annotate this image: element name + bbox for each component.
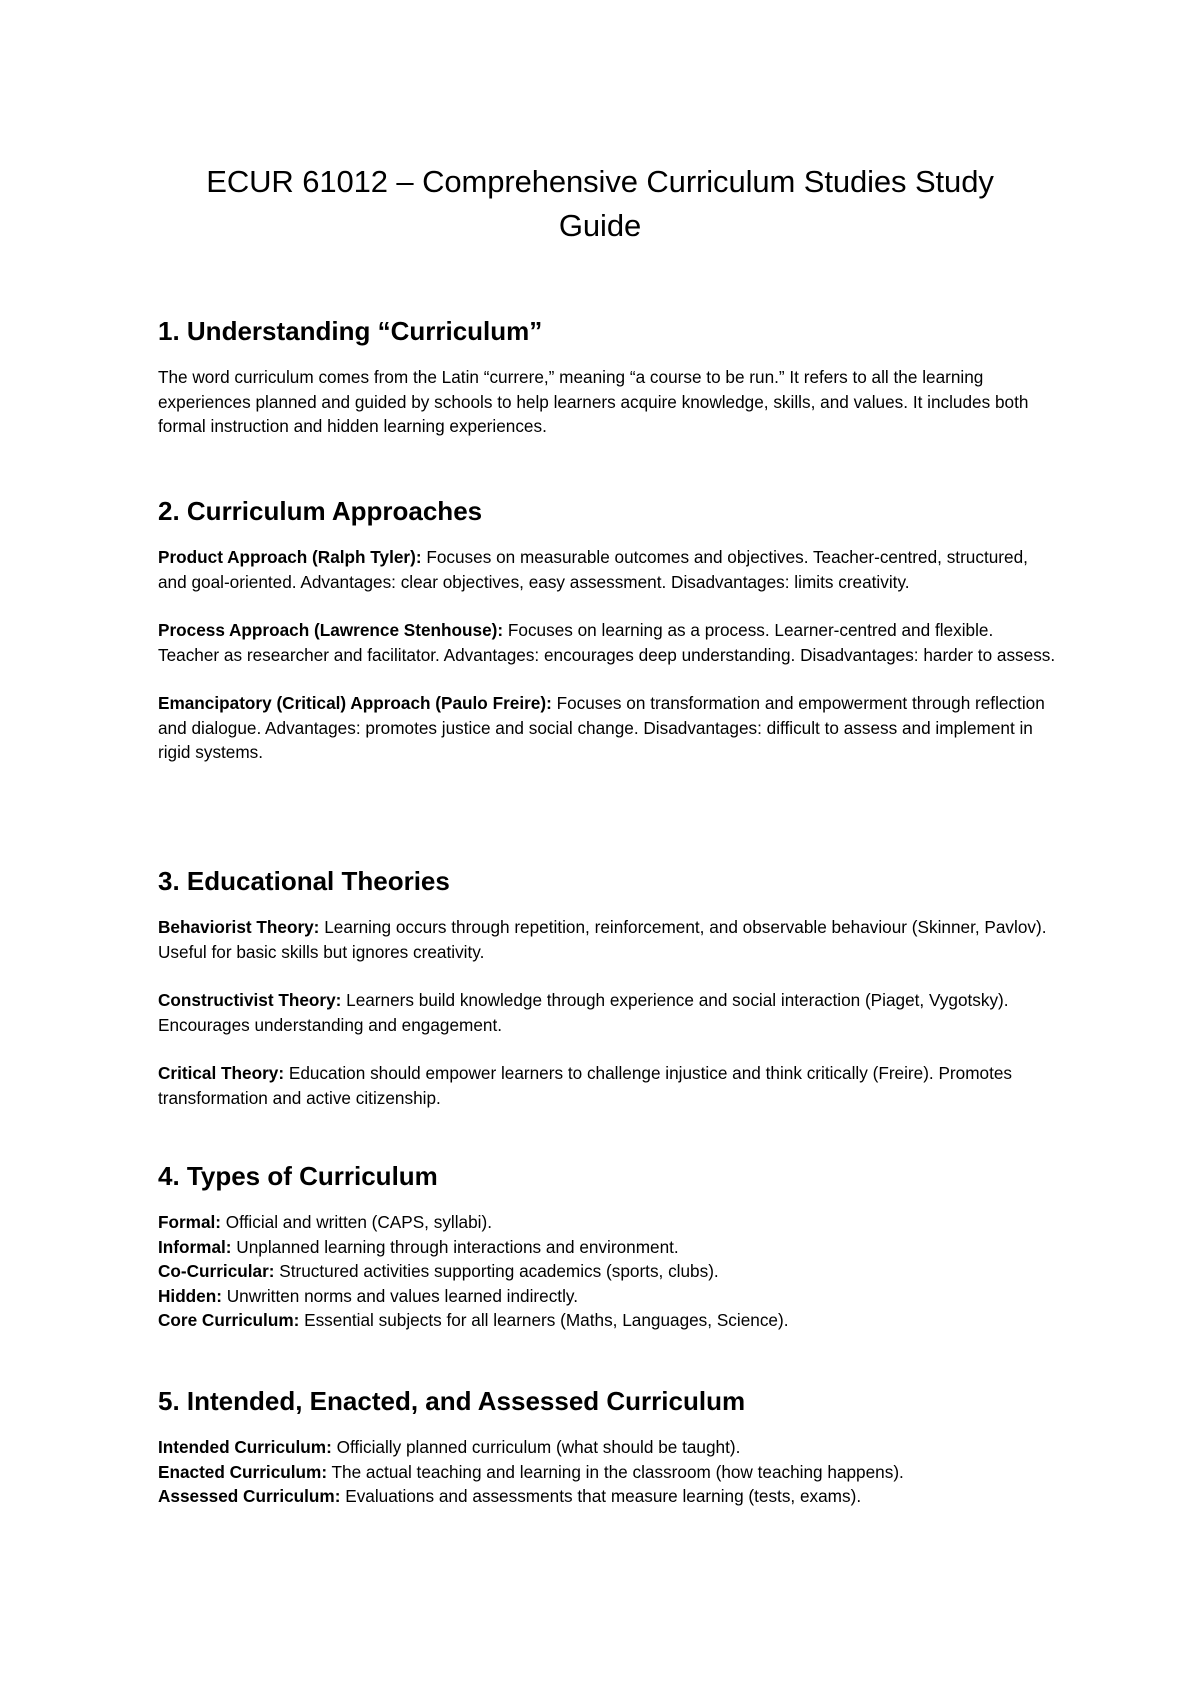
list-item: Core Curriculum: Essential subjects for all learners (Maths, Languages, Science). bbox=[158, 1310, 789, 1330]
section-heading: 1. Understanding “Curriculum” bbox=[158, 316, 543, 346]
document-page bbox=[158, 160, 1058, 1506]
process-approach-paragraph: Process Approach (Lawrence Stenhouse): Focuses on learning as a process. Learner-centred and flexible. Teacher as researcher and facilitator. Advantages: encourages deep understanding. Disadvantages: harder to assess. bbox=[158, 620, 1056, 665]
list-item: Formal: Official and written (CAPS, syllabi). bbox=[158, 1212, 492, 1232]
list-item: Informal: Unplanned learning through interactions and environment. bbox=[158, 1236, 679, 1257]
section-heading: 4. Types of Curriculum bbox=[158, 1161, 438, 1191]
list-item: Enacted Curriculum: The actual teaching and learning in the classroom (how teaching happens). bbox=[158, 1461, 904, 1482]
section-paragraph: The word curriculum comes from the Latin “currere,” meaning “a course to be run.” It refers to all the learning experiences planned and guided by schools to help learners acquire knowledge, skills, and values. It includes both formal instruction and hidden learning experiences. bbox=[158, 367, 1029, 436]
behaviorist-theory-paragraph: Behaviorist Theory: Learning occurs through repetition, reinforcement, and observable behaviour (Skinner, Pavlov). Useful for basic skills but ignores creativity. bbox=[158, 917, 1047, 962]
constructivist-theory-paragraph: Constructivist Theory: Learners build knowledge through experience and social interaction (Piaget, Vygotsky). Encourages understanding and engagement. bbox=[158, 990, 1009, 1035]
title-line-2: Guide bbox=[558, 208, 642, 243]
critical-theory-paragraph: Critical Theory: Education should empower learners to challenge injustice and think critically (Freire). Promotes transformation and active citizenship. bbox=[158, 1063, 1013, 1108]
section-curriculum-approaches bbox=[158, 495, 1058, 765]
emancipatory-approach-paragraph: Emancipatory (Critical) Approach (Paulo Freire): Focuses on transformation and empowerment through reflection and dialogue. Advantages: promotes justice and social change. Disadvantages: difficult to assess and implement in rigid systems. bbox=[158, 693, 1045, 762]
section-understanding-curriculum bbox=[158, 315, 1058, 439]
section-intended-enacted-assessed bbox=[158, 1385, 904, 1509]
list-item: Hidden: Unwritten norms and values learned indirectly. bbox=[158, 1285, 578, 1306]
section-heading: 5. Intended, Enacted, and Assessed Curriculum bbox=[158, 1386, 746, 1416]
section-heading: 2. Curriculum Approaches bbox=[158, 496, 483, 526]
list-item: Intended Curriculum: Officially planned curriculum (what should be taught). bbox=[158, 1437, 741, 1457]
product-approach-paragraph: Product Approach (Ralph Tyler): Focuses on measurable outcomes and objectives. Teacher-centred, structured, and goal-oriented. Advantages: clear objectives, easy assessment. Disadvantages: limits creativity. bbox=[158, 547, 1028, 592]
document-title bbox=[158, 160, 1042, 248]
section-types-of-curriculum bbox=[158, 1160, 788, 1333]
list-item: Co-Curricular: Structured activities supporting academics (sports, clubs). bbox=[158, 1261, 719, 1281]
list-item: Assessed Curriculum: Evaluations and assessments that measure learning (tests, exams). bbox=[158, 1486, 862, 1506]
title-line-1: ECUR 61012 – Comprehensive Curriculum Studies Study bbox=[206, 164, 994, 199]
section-educational-theories bbox=[158, 865, 1058, 1110]
section-heading: 3. Educational Theories bbox=[158, 866, 450, 896]
